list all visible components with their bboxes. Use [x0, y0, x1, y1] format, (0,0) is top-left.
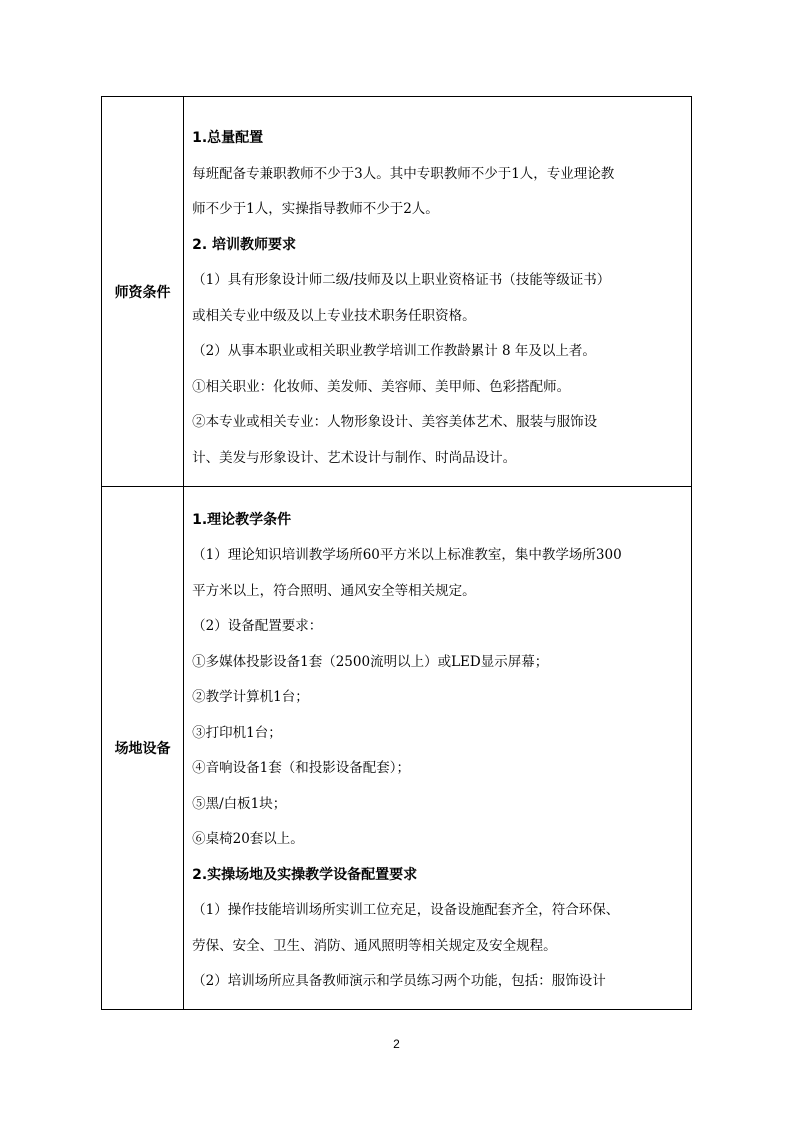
- content-line: （2）培训场所应具备教师演示和学员练习两个功能，包括：服饰设计: [192, 973, 606, 989]
- content-line: ④音响设备1套（和投影设备配套）；: [192, 760, 410, 776]
- content-line: 或相关专业中级及以上专业技术职务任职资格。: [192, 307, 476, 324]
- content-line: 每班配备专兼职教师不少于3人。其中专职教师不少于1人，专业理论教: [192, 165, 615, 182]
- section-heading: 2. 培训教师要求: [192, 236, 297, 253]
- facilities-lines: [192, 497, 685, 1000]
- content-line: ③打印机1台；: [192, 724, 282, 741]
- section-heading: 1.总量配置: [192, 130, 264, 146]
- table-row-facilities: [102, 487, 692, 1010]
- content-line: ②本专业或相关专业：人物形象设计、美容美体艺术、服装与服饰设: [192, 414, 598, 430]
- content-line: 计、美发与形象设计、艺术设计与制作、时尚品设计。: [192, 449, 517, 466]
- row-label-facilities: 场地设备: [102, 487, 184, 1010]
- content-line: 师不少于1人，实操指导教师不少于2人。: [192, 201, 439, 217]
- content-line: （1）具有形象设计师二级/技师及以上职业资格证书（技能等级证书）: [192, 272, 611, 288]
- content-line: （2）从事本职业或相关职业教学培训工作教龄累计 8 年及以上者。: [192, 343, 596, 359]
- row-content-faculty: [184, 97, 692, 487]
- content-line: ①多媒体投影设备1套（2500流明以上）或LED显示屏幕；: [192, 653, 549, 670]
- content-line: ⑥桌椅20套以上。: [192, 831, 304, 847]
- section-heading: 1.理论教学条件: [192, 511, 292, 528]
- content-line: 劳保、安全、卫生、消防、通风照明等相关规定及安全规程。: [192, 937, 557, 954]
- content-line: （1）操作技能培训场所实训工位充足，设备设施配套齐全，符合环保、: [192, 902, 620, 918]
- row-content-facilities: [184, 487, 692, 1010]
- requirements-table: [101, 96, 692, 1010]
- content-line: ②教学计算机1台；: [192, 689, 309, 705]
- content-line: 平方米以上，符合照明、通风安全等相关规定。: [192, 582, 476, 599]
- content-line: ①相关职业：化妆师、美发师、美容师、美甲师、色彩搭配师。: [192, 378, 571, 395]
- section-heading: 2.实操场地及实操教学设备配置要求: [192, 866, 418, 883]
- row-label-faculty: 师资条件: [102, 97, 184, 487]
- page-number: 2: [393, 1037, 400, 1051]
- content-line: （1）理论知识培训教学场所60平方米以上标准教室，集中教学场所300: [192, 547, 622, 563]
- content-line: ⑤黑/白板1块；: [192, 795, 287, 812]
- content-line: （2）设备配置要求：: [192, 618, 323, 634]
- table-row-faculty: [102, 97, 692, 487]
- faculty-lines: [192, 105, 685, 478]
